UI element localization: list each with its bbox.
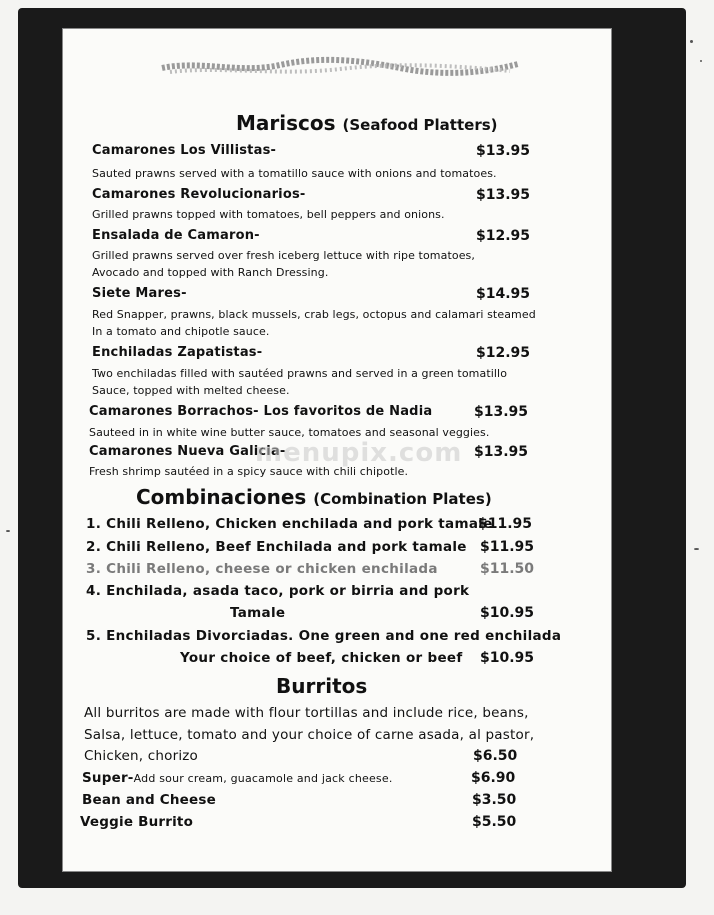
menu-item-price: $13.95 [476, 143, 531, 159]
combo-item-cont: Your choice of beef, chicken or beef [180, 650, 463, 666]
burrito-item [82, 770, 393, 786]
burritos-intro: Chicken, chorizo [84, 748, 199, 764]
combinaciones-subtitle: (Combination Plates) [313, 490, 492, 508]
menu-item-name: Ensalada de Camaron- [92, 228, 260, 243]
burritos-intro: Salsa, lettuce, tomato and your choice of carne asada, al pastor, [84, 727, 535, 743]
combo-item: 3. Chili Relleno, cheese or chicken enchilada [86, 561, 438, 577]
combo-price: $11.50 [480, 561, 535, 577]
menu-item-desc: Sauteed in in white wine butter sauce, tomatoes and seasonal veggies. [89, 426, 490, 439]
menu-item-desc: Grilled prawns served over fresh iceberg lettuce with ripe tomatoes, [92, 249, 475, 262]
burrito-name: Bean and Cheese [82, 792, 216, 808]
section-title-burritos: Burritos [276, 674, 368, 698]
burrito-desc: Add sour cream, guacamole and jack cheese. [133, 772, 393, 785]
combo-price: $11.95 [478, 516, 533, 532]
menu-item-price: $13.95 [474, 404, 529, 420]
menu-item-desc: Sauce, topped with melted cheese. [92, 384, 290, 397]
menu-item-desc: Red Snapper, prawns, black mussels, crab legs, octopus and calamari steamed [92, 308, 536, 321]
menu-item-name: Camarones Nueva Galicia- [89, 444, 286, 459]
burrito-name: Veggie Burrito [80, 814, 194, 830]
menu-item-desc: Avocado and topped with Ranch Dressing. [92, 266, 329, 279]
combo-price: $10.95 [480, 605, 535, 621]
burrito-price: $6.50 [473, 748, 518, 764]
burrito-price: $5.50 [472, 814, 517, 830]
mariscos-subtitle: (Seafood Platters) [342, 116, 498, 134]
combo-item: 2. Chili Relleno, Beef Enchilada and pork tamale [86, 539, 467, 555]
section-title-mariscos [236, 111, 498, 135]
combo-price: $11.95 [480, 539, 535, 555]
combinaciones-title: Combinaciones [136, 485, 307, 509]
burrito-name: Super- [82, 770, 134, 786]
menu-item-name: Enchiladas Zapatistas- [92, 345, 263, 360]
menu-item-name: Camarones Los Villistas- [92, 143, 277, 158]
menu-item-desc: In a tomato and chipotle sauce. [92, 325, 270, 338]
burrito-price: $3.50 [472, 792, 517, 808]
combo-price: $10.95 [480, 650, 535, 666]
menu-item-desc: Grilled prawns topped with tomatoes, bell peppers and onions. [92, 208, 445, 221]
menu-item-price: $13.95 [476, 187, 531, 203]
menu-item-price: $12.95 [476, 345, 531, 361]
burrito-price: $6.90 [471, 770, 516, 786]
menu-item-name: Siete Mares- [92, 286, 187, 301]
mariscos-title: Mariscos [236, 111, 336, 135]
section-title-combinaciones [136, 485, 492, 509]
combo-item: 5. Enchiladas Divorciadas. One green and one red enchilada [86, 628, 562, 644]
combo-item-cont: Tamale [230, 605, 286, 621]
menu-item-name: Camarones Borrachos- Los favoritos de Nadia [89, 404, 433, 419]
watermark-logo: menupix.com [255, 438, 463, 468]
combo-item: 4. Enchilada, asada taco, pork or birria and pork [86, 583, 470, 599]
combo-item: 1. Chili Relleno, Chicken enchilada and pork tamale [86, 516, 493, 532]
menu-item-price: $12.95 [476, 228, 531, 244]
menu-item-desc: Two enchiladas filled with sautéed prawns and served in a green tomatillo [92, 367, 508, 380]
menu-item-name: Camarones Revolucionarios- [92, 187, 306, 202]
menu-item-desc: Sauted prawns served with a tomatillo sauce with onions and tomatoes. [92, 167, 497, 180]
burritos-intro: All burritos are made with flour tortillas and include rice, beans, [84, 705, 529, 721]
menu-item-price: $13.95 [474, 444, 529, 460]
menu-item-price: $14.95 [476, 286, 531, 302]
menu-item-desc: Fresh shrimp sautéed in a spicy sauce with chili chipotle. [89, 465, 409, 478]
